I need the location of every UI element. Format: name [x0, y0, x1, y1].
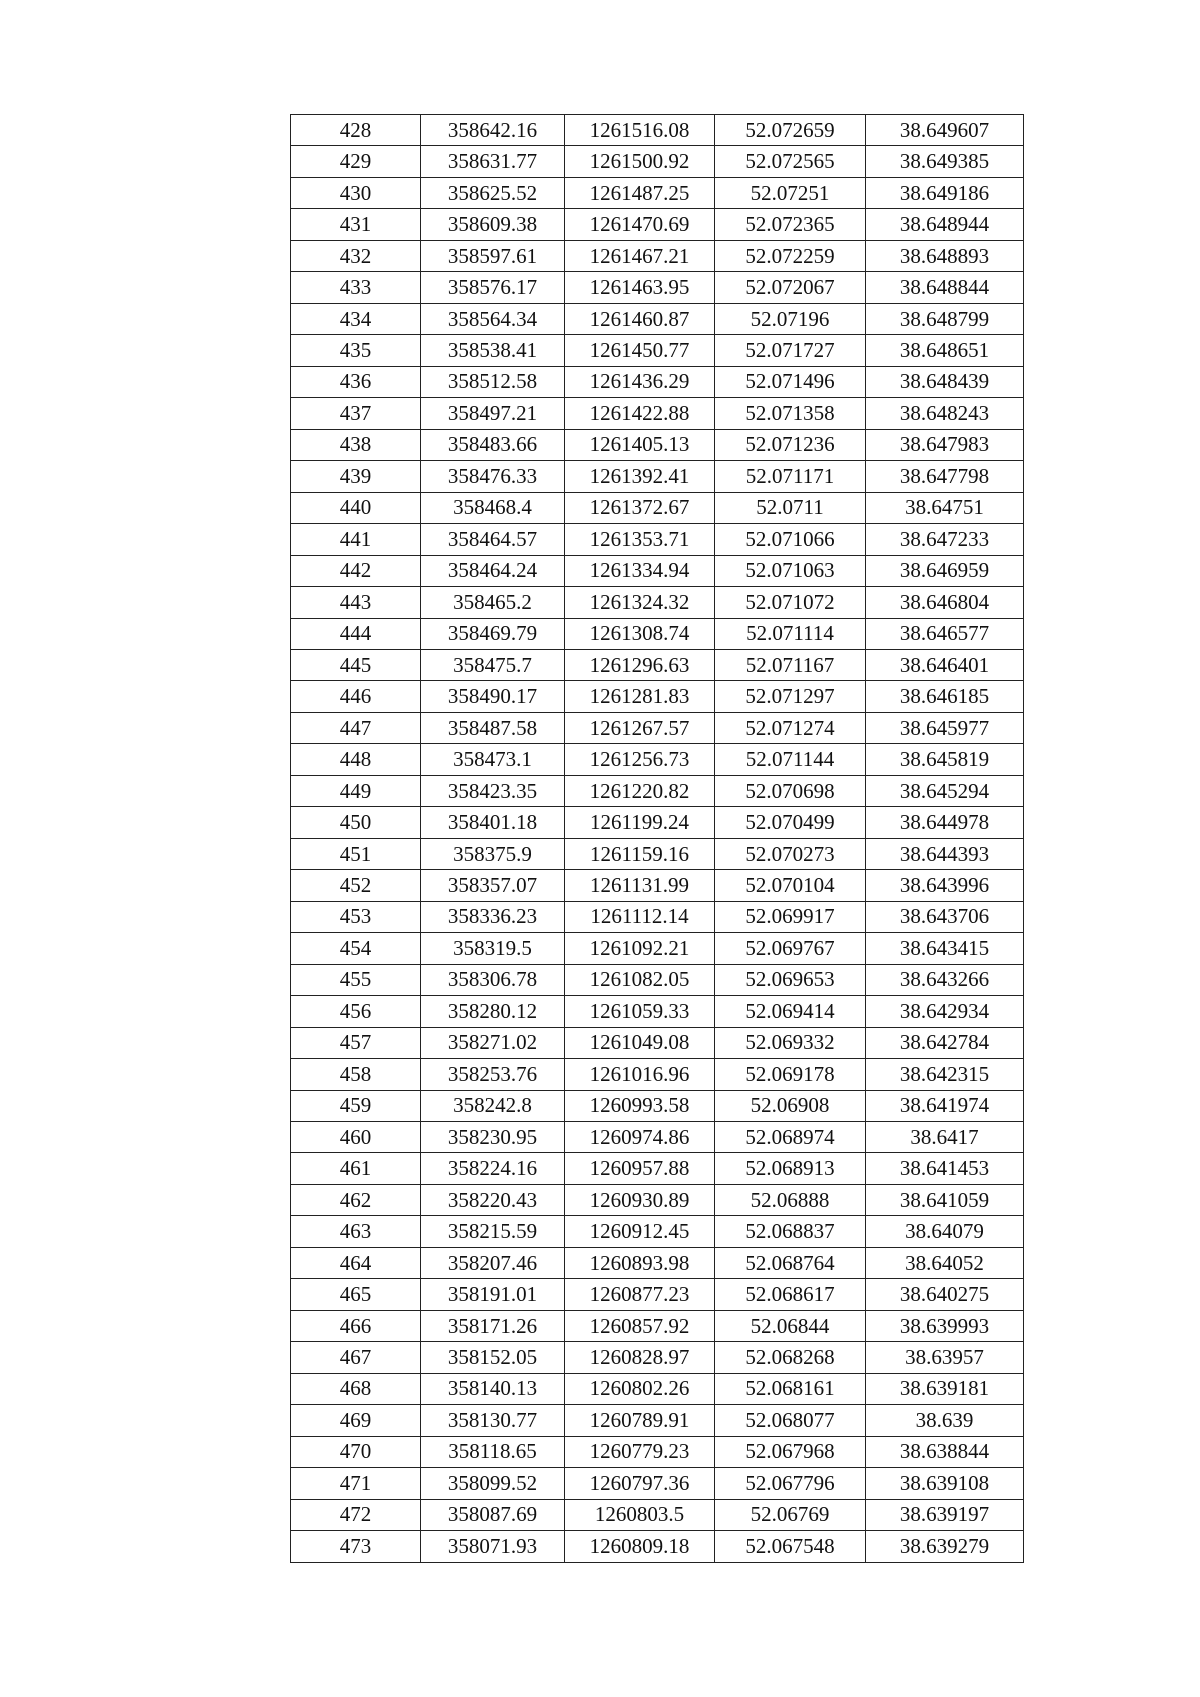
table-row [291, 618, 1024, 649]
point-number-cell: 436 [291, 366, 421, 397]
x-coordinate-cell: 358564.34 [421, 303, 565, 334]
table-row [291, 1090, 1024, 1121]
x-coordinate-cell: 358230.95 [421, 1122, 565, 1153]
longitude-cell: 52.071144 [715, 744, 866, 775]
longitude-cell: 52.071066 [715, 524, 866, 555]
y-coordinate-cell: 1261324.32 [565, 587, 715, 618]
x-coordinate-cell: 358597.61 [421, 240, 565, 271]
point-number-cell: 450 [291, 807, 421, 838]
table-row [291, 1468, 1024, 1499]
point-number-cell: 472 [291, 1499, 421, 1530]
latitude-cell: 38.646185 [866, 681, 1024, 712]
x-coordinate-cell: 358576.17 [421, 272, 565, 303]
point-number-cell: 430 [291, 177, 421, 208]
point-number-cell: 454 [291, 933, 421, 964]
latitude-cell: 38.646577 [866, 618, 1024, 649]
longitude-cell: 52.071063 [715, 555, 866, 586]
latitude-cell: 38.648439 [866, 366, 1024, 397]
y-coordinate-cell: 1261131.99 [565, 870, 715, 901]
latitude-cell: 38.644393 [866, 838, 1024, 869]
y-coordinate-cell: 1260797.36 [565, 1468, 715, 1499]
y-coordinate-cell: 1260802.26 [565, 1373, 715, 1404]
longitude-cell: 52.068974 [715, 1122, 866, 1153]
y-coordinate-cell: 1261199.24 [565, 807, 715, 838]
longitude-cell: 52.072565 [715, 146, 866, 177]
x-coordinate-cell: 358271.02 [421, 1027, 565, 1058]
y-coordinate-cell: 1261334.94 [565, 555, 715, 586]
x-coordinate-cell: 358464.57 [421, 524, 565, 555]
longitude-cell: 52.071496 [715, 366, 866, 397]
x-coordinate-cell: 358487.58 [421, 712, 565, 743]
x-coordinate-cell: 358215.59 [421, 1216, 565, 1247]
table-row [291, 1216, 1024, 1247]
point-number-cell: 463 [291, 1216, 421, 1247]
y-coordinate-cell: 1261463.95 [565, 272, 715, 303]
latitude-cell: 38.639993 [866, 1310, 1024, 1341]
x-coordinate-cell: 358253.76 [421, 1059, 565, 1090]
latitude-cell: 38.642934 [866, 996, 1024, 1027]
point-number-cell: 451 [291, 838, 421, 869]
x-coordinate-cell: 358512.58 [421, 366, 565, 397]
y-coordinate-cell: 1261450.77 [565, 335, 715, 366]
longitude-cell: 52.069178 [715, 1059, 866, 1090]
point-number-cell: 432 [291, 240, 421, 271]
point-number-cell: 449 [291, 775, 421, 806]
y-coordinate-cell: 1261296.63 [565, 649, 715, 680]
table-row [291, 1122, 1024, 1153]
x-coordinate-cell: 358475.7 [421, 649, 565, 680]
table-row [291, 398, 1024, 429]
x-coordinate-cell: 358497.21 [421, 398, 565, 429]
longitude-cell: 52.06908 [715, 1090, 866, 1121]
table-row [291, 1153, 1024, 1184]
latitude-cell: 38.64751 [866, 492, 1024, 523]
longitude-cell: 52.072659 [715, 115, 866, 146]
longitude-cell: 52.068161 [715, 1373, 866, 1404]
longitude-cell: 52.071236 [715, 429, 866, 460]
longitude-cell: 52.07251 [715, 177, 866, 208]
longitude-cell: 52.071274 [715, 712, 866, 743]
x-coordinate-cell: 358336.23 [421, 901, 565, 932]
x-coordinate-cell: 358631.77 [421, 146, 565, 177]
point-number-cell: 445 [291, 649, 421, 680]
longitude-cell: 52.068913 [715, 1153, 866, 1184]
point-number-cell: 470 [291, 1436, 421, 1467]
table-row [291, 681, 1024, 712]
latitude-cell: 38.643266 [866, 964, 1024, 995]
y-coordinate-cell: 1261092.21 [565, 933, 715, 964]
point-number-cell: 443 [291, 587, 421, 618]
point-number-cell: 442 [291, 555, 421, 586]
y-coordinate-cell: 1261516.08 [565, 115, 715, 146]
longitude-cell: 52.071072 [715, 587, 866, 618]
x-coordinate-cell: 358087.69 [421, 1499, 565, 1530]
x-coordinate-cell: 358476.33 [421, 461, 565, 492]
latitude-cell: 38.642315 [866, 1059, 1024, 1090]
x-coordinate-cell: 358642.16 [421, 115, 565, 146]
table-row [291, 1184, 1024, 1215]
y-coordinate-cell: 1260857.92 [565, 1310, 715, 1341]
latitude-cell: 38.645294 [866, 775, 1024, 806]
point-number-cell: 438 [291, 429, 421, 460]
point-number-cell: 439 [291, 461, 421, 492]
table-row [291, 272, 1024, 303]
table-row [291, 1499, 1024, 1530]
longitude-cell: 52.067548 [715, 1531, 866, 1562]
table-row [291, 1279, 1024, 1310]
point-number-cell: 455 [291, 964, 421, 995]
x-coordinate-cell: 358609.38 [421, 209, 565, 240]
point-number-cell: 468 [291, 1373, 421, 1404]
table-row [291, 1373, 1024, 1404]
y-coordinate-cell: 1260877.23 [565, 1279, 715, 1310]
latitude-cell: 38.643706 [866, 901, 1024, 932]
table-row [291, 115, 1024, 146]
point-number-cell: 448 [291, 744, 421, 775]
y-coordinate-cell: 1261016.96 [565, 1059, 715, 1090]
longitude-cell: 52.068617 [715, 1279, 866, 1310]
longitude-cell: 52.070273 [715, 838, 866, 869]
x-coordinate-cell: 358152.05 [421, 1342, 565, 1373]
y-coordinate-cell: 1261470.69 [565, 209, 715, 240]
coordinates-table [290, 114, 1024, 1563]
y-coordinate-cell: 1260828.97 [565, 1342, 715, 1373]
coordinates-table-body [291, 115, 1024, 1563]
y-coordinate-cell: 1260993.58 [565, 1090, 715, 1121]
latitude-cell: 38.638844 [866, 1436, 1024, 1467]
y-coordinate-cell: 1261267.57 [565, 712, 715, 743]
x-coordinate-cell: 358483.66 [421, 429, 565, 460]
longitude-cell: 52.071297 [715, 681, 866, 712]
x-coordinate-cell: 358401.18 [421, 807, 565, 838]
point-number-cell: 446 [291, 681, 421, 712]
table-row [291, 587, 1024, 618]
y-coordinate-cell: 1260779.23 [565, 1436, 715, 1467]
y-coordinate-cell: 1260974.86 [565, 1122, 715, 1153]
latitude-cell: 38.64079 [866, 1216, 1024, 1247]
longitude-cell: 52.072067 [715, 272, 866, 303]
point-number-cell: 458 [291, 1059, 421, 1090]
latitude-cell: 38.639181 [866, 1373, 1024, 1404]
point-number-cell: 431 [291, 209, 421, 240]
y-coordinate-cell: 1261059.33 [565, 996, 715, 1027]
latitude-cell: 38.63957 [866, 1342, 1024, 1373]
longitude-cell: 52.072365 [715, 209, 866, 240]
y-coordinate-cell: 1261460.87 [565, 303, 715, 334]
latitude-cell: 38.64052 [866, 1247, 1024, 1278]
point-number-cell: 471 [291, 1468, 421, 1499]
y-coordinate-cell: 1261220.82 [565, 775, 715, 806]
point-number-cell: 466 [291, 1310, 421, 1341]
y-coordinate-cell: 1260789.91 [565, 1405, 715, 1436]
point-number-cell: 457 [291, 1027, 421, 1058]
longitude-cell: 52.0711 [715, 492, 866, 523]
table-row [291, 996, 1024, 1027]
latitude-cell: 38.640275 [866, 1279, 1024, 1310]
point-number-cell: 437 [291, 398, 421, 429]
x-coordinate-cell: 358171.26 [421, 1310, 565, 1341]
table-row [291, 744, 1024, 775]
y-coordinate-cell: 1261353.71 [565, 524, 715, 555]
table-row [291, 649, 1024, 680]
table-row [291, 712, 1024, 743]
latitude-cell: 38.643415 [866, 933, 1024, 964]
longitude-cell: 52.067796 [715, 1468, 866, 1499]
point-number-cell: 429 [291, 146, 421, 177]
table-row [291, 1405, 1024, 1436]
table-row [291, 964, 1024, 995]
point-number-cell: 453 [291, 901, 421, 932]
y-coordinate-cell: 1261256.73 [565, 744, 715, 775]
y-coordinate-cell: 1261308.74 [565, 618, 715, 649]
table-row [291, 1342, 1024, 1373]
x-coordinate-cell: 358207.46 [421, 1247, 565, 1278]
point-number-cell: 444 [291, 618, 421, 649]
longitude-cell: 52.071171 [715, 461, 866, 492]
x-coordinate-cell: 358490.17 [421, 681, 565, 712]
latitude-cell: 38.642784 [866, 1027, 1024, 1058]
latitude-cell: 38.639197 [866, 1499, 1024, 1530]
latitude-cell: 38.646804 [866, 587, 1024, 618]
x-coordinate-cell: 358625.52 [421, 177, 565, 208]
y-coordinate-cell: 1261281.83 [565, 681, 715, 712]
latitude-cell: 38.647233 [866, 524, 1024, 555]
table-row [291, 209, 1024, 240]
point-number-cell: 456 [291, 996, 421, 1027]
table-row [291, 1059, 1024, 1090]
point-number-cell: 433 [291, 272, 421, 303]
y-coordinate-cell: 1261159.16 [565, 838, 715, 869]
point-number-cell: 441 [291, 524, 421, 555]
longitude-cell: 52.067968 [715, 1436, 866, 1467]
longitude-cell: 52.072259 [715, 240, 866, 271]
table-row [291, 366, 1024, 397]
latitude-cell: 38.639279 [866, 1531, 1024, 1562]
longitude-cell: 52.071727 [715, 335, 866, 366]
x-coordinate-cell: 358469.79 [421, 618, 565, 649]
y-coordinate-cell: 1261436.29 [565, 366, 715, 397]
latitude-cell: 38.647983 [866, 429, 1024, 460]
longitude-cell: 52.069917 [715, 901, 866, 932]
latitude-cell: 38.6417 [866, 1122, 1024, 1153]
point-number-cell: 460 [291, 1122, 421, 1153]
table-row [291, 303, 1024, 334]
point-number-cell: 435 [291, 335, 421, 366]
longitude-cell: 52.071114 [715, 618, 866, 649]
point-number-cell: 469 [291, 1405, 421, 1436]
y-coordinate-cell: 1261487.25 [565, 177, 715, 208]
y-coordinate-cell: 1260803.5 [565, 1499, 715, 1530]
x-coordinate-cell: 358130.77 [421, 1405, 565, 1436]
longitude-cell: 52.06769 [715, 1499, 866, 1530]
y-coordinate-cell: 1261422.88 [565, 398, 715, 429]
latitude-cell: 38.648243 [866, 398, 1024, 429]
longitude-cell: 52.06888 [715, 1184, 866, 1215]
table-row [291, 492, 1024, 523]
x-coordinate-cell: 358224.16 [421, 1153, 565, 1184]
point-number-cell: 459 [291, 1090, 421, 1121]
latitude-cell: 38.639108 [866, 1468, 1024, 1499]
longitude-cell: 52.068764 [715, 1247, 866, 1278]
table-row [291, 1247, 1024, 1278]
longitude-cell: 52.069767 [715, 933, 866, 964]
latitude-cell: 38.647798 [866, 461, 1024, 492]
y-coordinate-cell: 1260809.18 [565, 1531, 715, 1562]
y-coordinate-cell: 1261500.92 [565, 146, 715, 177]
x-coordinate-cell: 358375.9 [421, 838, 565, 869]
y-coordinate-cell: 1261372.67 [565, 492, 715, 523]
longitude-cell: 52.07196 [715, 303, 866, 334]
point-number-cell: 461 [291, 1153, 421, 1184]
y-coordinate-cell: 1260957.88 [565, 1153, 715, 1184]
x-coordinate-cell: 358220.43 [421, 1184, 565, 1215]
table-row [291, 429, 1024, 460]
table-row [291, 838, 1024, 869]
longitude-cell: 52.071358 [715, 398, 866, 429]
x-coordinate-cell: 358473.1 [421, 744, 565, 775]
latitude-cell: 38.648799 [866, 303, 1024, 334]
x-coordinate-cell: 358464.24 [421, 555, 565, 586]
x-coordinate-cell: 358468.4 [421, 492, 565, 523]
latitude-cell: 38.641059 [866, 1184, 1024, 1215]
x-coordinate-cell: 358357.07 [421, 870, 565, 901]
longitude-cell: 52.069414 [715, 996, 866, 1027]
latitude-cell: 38.639 [866, 1405, 1024, 1436]
latitude-cell: 38.646401 [866, 649, 1024, 680]
latitude-cell: 38.643996 [866, 870, 1024, 901]
y-coordinate-cell: 1261112.14 [565, 901, 715, 932]
latitude-cell: 38.648844 [866, 272, 1024, 303]
longitude-cell: 52.068077 [715, 1405, 866, 1436]
x-coordinate-cell: 358465.2 [421, 587, 565, 618]
latitude-cell: 38.648944 [866, 209, 1024, 240]
point-number-cell: 452 [291, 870, 421, 901]
y-coordinate-cell: 1261082.05 [565, 964, 715, 995]
longitude-cell: 52.070698 [715, 775, 866, 806]
table-row [291, 807, 1024, 838]
table-row [291, 1310, 1024, 1341]
y-coordinate-cell: 1260930.89 [565, 1184, 715, 1215]
table-row [291, 335, 1024, 366]
table-row [291, 933, 1024, 964]
point-number-cell: 467 [291, 1342, 421, 1373]
latitude-cell: 38.641974 [866, 1090, 1024, 1121]
table-row [291, 775, 1024, 806]
longitude-cell: 52.068268 [715, 1342, 866, 1373]
point-number-cell: 434 [291, 303, 421, 334]
table-row [291, 555, 1024, 586]
longitude-cell: 52.070499 [715, 807, 866, 838]
table-row [291, 870, 1024, 901]
x-coordinate-cell: 358280.12 [421, 996, 565, 1027]
latitude-cell: 38.648651 [866, 335, 1024, 366]
table-row [291, 1531, 1024, 1562]
latitude-cell: 38.646959 [866, 555, 1024, 586]
point-number-cell: 447 [291, 712, 421, 743]
latitude-cell: 38.641453 [866, 1153, 1024, 1184]
latitude-cell: 38.645819 [866, 744, 1024, 775]
y-coordinate-cell: 1260912.45 [565, 1216, 715, 1247]
longitude-cell: 52.06844 [715, 1310, 866, 1341]
table-row [291, 1027, 1024, 1058]
y-coordinate-cell: 1261405.13 [565, 429, 715, 460]
x-coordinate-cell: 358071.93 [421, 1531, 565, 1562]
x-coordinate-cell: 358306.78 [421, 964, 565, 995]
table-row [291, 461, 1024, 492]
latitude-cell: 38.649186 [866, 177, 1024, 208]
x-coordinate-cell: 358319.5 [421, 933, 565, 964]
longitude-cell: 52.068837 [715, 1216, 866, 1247]
point-number-cell: 440 [291, 492, 421, 523]
point-number-cell: 428 [291, 115, 421, 146]
longitude-cell: 52.071167 [715, 649, 866, 680]
table-row [291, 240, 1024, 271]
point-number-cell: 473 [291, 1531, 421, 1562]
table-row [291, 146, 1024, 177]
table-row [291, 901, 1024, 932]
x-coordinate-cell: 358140.13 [421, 1373, 565, 1404]
latitude-cell: 38.649607 [866, 115, 1024, 146]
point-number-cell: 462 [291, 1184, 421, 1215]
y-coordinate-cell: 1261392.41 [565, 461, 715, 492]
longitude-cell: 52.070104 [715, 870, 866, 901]
x-coordinate-cell: 358118.65 [421, 1436, 565, 1467]
longitude-cell: 52.069332 [715, 1027, 866, 1058]
longitude-cell: 52.069653 [715, 964, 866, 995]
table-row [291, 177, 1024, 208]
y-coordinate-cell: 1261467.21 [565, 240, 715, 271]
y-coordinate-cell: 1261049.08 [565, 1027, 715, 1058]
latitude-cell: 38.644978 [866, 807, 1024, 838]
point-number-cell: 465 [291, 1279, 421, 1310]
table-row [291, 1436, 1024, 1467]
latitude-cell: 38.649385 [866, 146, 1024, 177]
x-coordinate-cell: 358423.35 [421, 775, 565, 806]
x-coordinate-cell: 358242.8 [421, 1090, 565, 1121]
y-coordinate-cell: 1260893.98 [565, 1247, 715, 1278]
x-coordinate-cell: 358191.01 [421, 1279, 565, 1310]
table-row [291, 524, 1024, 555]
x-coordinate-cell: 358538.41 [421, 335, 565, 366]
latitude-cell: 38.648893 [866, 240, 1024, 271]
x-coordinate-cell: 358099.52 [421, 1468, 565, 1499]
point-number-cell: 464 [291, 1247, 421, 1278]
latitude-cell: 38.645977 [866, 712, 1024, 743]
